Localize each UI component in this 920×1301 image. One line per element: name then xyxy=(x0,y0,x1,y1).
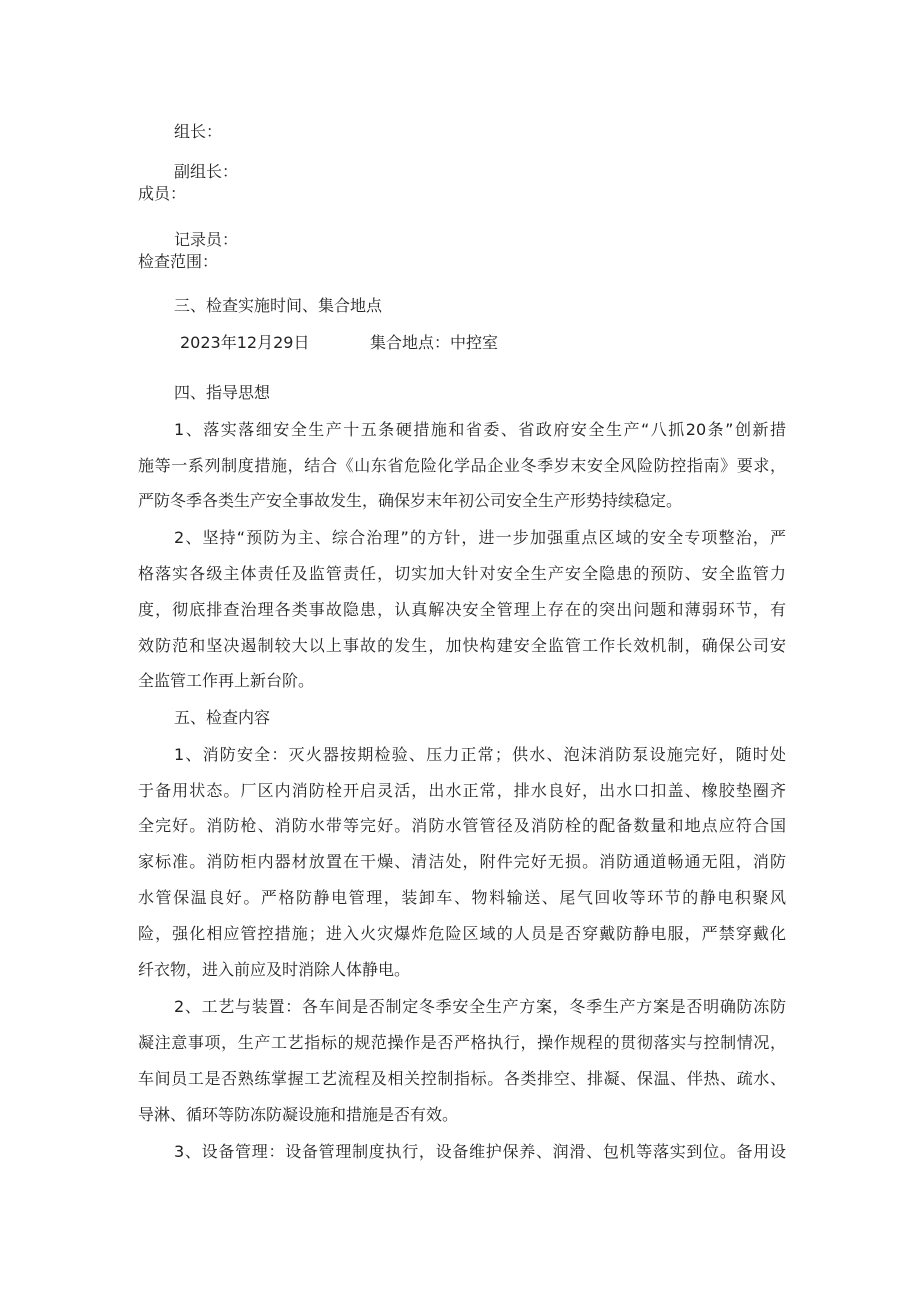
guiding-para2-line2: 格落实各级主体责任及监管责任，切实加大针对安全生产安全隐患的预防、安全监管力 xyxy=(138,564,786,583)
guiding-para1-line1: 1、落实落细安全生产十五条硬措施和省委、省政府安全生产“八抓20条”创新措 xyxy=(174,420,786,439)
content-para1-line3: 全完好。消防枪、消防水带等完好。消防水管管径及消防栓的配备数量和地点应符合国 xyxy=(138,816,786,835)
recorder-label: 记录员： xyxy=(174,230,239,249)
content-para2-line4: 导淋、循环等防冻防凝设施和措施是否有效。 xyxy=(138,1105,459,1124)
section4-heading: 四、指导思想 xyxy=(174,383,271,402)
section3-heading: 三、检查实施时间、集合地点 xyxy=(174,296,383,315)
guiding-para1-line2: 施等一系列制度措施，结合《山东省危险化学品企业冬季岁末安全风险防控指南》要求， xyxy=(138,456,786,475)
content-para1-line2: 于备用状态。厂区内消防栓开启灵活，出水正常，排水良好，出水口扣盖、橡胶垫圈齐 xyxy=(138,781,786,800)
content-para1-line1: 1、消防安全：灭火器按期检验、压力正常；供水、泡沫消防泵设施完好，随时处 xyxy=(174,745,786,764)
guiding-para2-line5: 全监管工作再上新台阶。 xyxy=(138,671,315,690)
section5-heading: 五、检查内容 xyxy=(174,708,271,727)
members-label: 成员： xyxy=(138,184,187,203)
content-para1-line6: 险，强化相应管控措施；进入火灾爆炸危险区域的人员是否穿戴防静电服，严禁穿戴化 xyxy=(138,924,786,943)
content-para1-line4: 家标准。消防柜内器材放置在干燥、清洁处，附件完好无损。消防通道畅通无阻，消防 xyxy=(138,852,786,871)
guiding-para1-line3: 严防冬季各类生产安全事故发生，确保岁末年初公司安全生产形势持续稳定。 xyxy=(138,491,683,510)
content-para2-line3: 车间员工是否熟练掌握工艺流程及相关控制指标。各类排空、排凝、保温、伴热、疏水、 xyxy=(138,1069,786,1088)
gathering-location: 集合地点：中控室 xyxy=(370,333,499,352)
guiding-para2-line3: 度，彻底排查治理各类事故隐患，认真解决安全管理上存在的突出问题和薄弱环节，有 xyxy=(138,600,786,619)
leader-label: 组长： xyxy=(174,122,223,141)
guiding-para2-line4: 效防范和坚决遏制较大以上事故的发生，加快构建安全监管工作长效机制，确保公司安 xyxy=(138,636,786,655)
content-para2-line2: 凝注意事项，生产工艺指标的规范操作是否严格执行，操作规程的贯彻落实与控制情况， xyxy=(138,1033,786,1052)
deputy-leader-label: 副组长： xyxy=(174,162,239,181)
scope-label: 检查范围： xyxy=(138,252,219,271)
content-para1-line7: 纤衣物，进入前应及时消除人体静电。 xyxy=(138,960,411,979)
content-para3-line1: 3、设备管理：设备管理制度执行，设备维护保养、润滑、包机等落实到位。备用设 xyxy=(174,1142,786,1161)
inspection-date: 2023年12月29日 xyxy=(180,333,310,352)
guiding-para2-line1: 2、坚持“预防为主、综合治理”的方针，进一步加强重点区域的安全专项整治，严 xyxy=(174,528,786,547)
content-para2-line1: 2、工艺与装置：各车间是否制定冬季安全生产方案，冬季生产方案是否明确防冻防 xyxy=(174,997,786,1016)
content-para1-line5: 水管保温良好。严格防静电管理，装卸车、物料输送、尾气回收等环节的静电积聚风 xyxy=(138,888,786,907)
